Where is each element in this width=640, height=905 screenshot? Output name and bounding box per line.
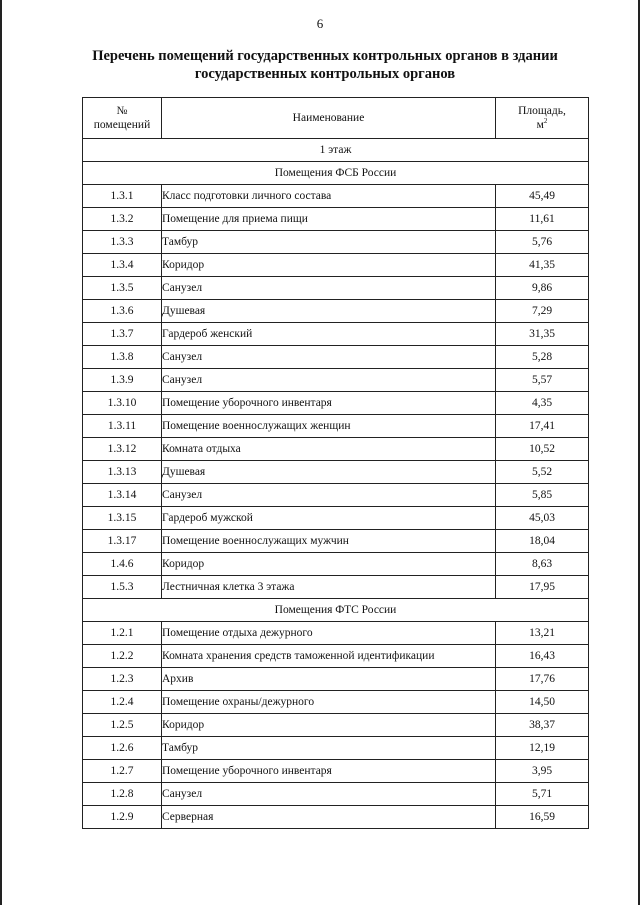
room-number: 1.3.2 [83,208,162,231]
room-area: 14,50 [496,691,589,714]
table-row [83,254,589,277]
room-name: Санузел [162,369,496,392]
table-row [83,645,589,668]
table-row [83,806,589,829]
room-area: 5,57 [496,369,589,392]
table-row [83,438,589,461]
room-area: 13,21 [496,622,589,645]
room-name: Санузел [162,277,496,300]
table-row [83,507,589,530]
room-name: Помещение военнослужащих мужчин [162,530,496,553]
room-name: Коридор [162,553,496,576]
room-number: 1.3.1 [83,185,162,208]
table-row [83,691,589,714]
room-number: 1.2.9 [83,806,162,829]
header-name: Наименование [162,98,496,139]
room-area: 17,41 [496,415,589,438]
room-number: 1.3.14 [83,484,162,507]
floor-label: 1 этаж [83,139,589,162]
room-number: 1.4.6 [83,553,162,576]
document-title [60,47,590,83]
table-row [83,484,589,507]
table-row [83,530,589,553]
room-number: 1.3.11 [83,415,162,438]
room-area: 41,35 [496,254,589,277]
table-row [83,783,589,806]
floor-row [83,139,589,162]
room-number: 1.2.3 [83,668,162,691]
room-number: 1.2.4 [83,691,162,714]
room-area: 4,35 [496,392,589,415]
table-row [83,415,589,438]
header-number-label: помещений [93,119,151,131]
room-name: Санузел [162,783,496,806]
table-row [83,277,589,300]
table-row [83,300,589,323]
title-line-1: Перечень помещений государственных контрольных органов в здании [92,48,558,64]
room-area: 18,04 [496,530,589,553]
room-number: 1.2.5 [83,714,162,737]
room-number: 1.3.9 [83,369,162,392]
room-area: 5,28 [496,346,589,369]
table-row [83,323,589,346]
room-name: Серверная [162,806,496,829]
room-number: 1.2.8 [83,783,162,806]
table-row [83,576,589,599]
room-name: Архив [162,668,496,691]
room-number: 1.3.13 [83,461,162,484]
header-area [496,98,589,139]
room-number: 1.3.5 [83,277,162,300]
room-area: 38,37 [496,714,589,737]
scan-left-border [0,0,2,905]
room-number: 1.3.3 [83,231,162,254]
room-number: 1.3.15 [83,507,162,530]
room-name: Помещение уборочного инвентаря [162,392,496,415]
page-number: 6 [316,16,324,31]
table-row [83,760,589,783]
table-row [83,714,589,737]
room-number: 1.3.12 [83,438,162,461]
room-number: 1.3.10 [83,392,162,415]
room-name: Тамбур [162,231,496,254]
header-area-label: Площадь, [518,105,566,117]
room-name: Санузел [162,346,496,369]
room-name: Душевая [162,461,496,484]
room-area: 45,03 [496,507,589,530]
room-area: 16,59 [496,806,589,829]
room-area: 5,76 [496,231,589,254]
room-area: 12,19 [496,737,589,760]
room-area: 45,49 [496,185,589,208]
room-area: 17,76 [496,668,589,691]
room-area: 5,71 [496,783,589,806]
section-title: Помещения ФСБ России [83,162,589,185]
table-row [83,346,589,369]
room-name: Лестничная клетка 3 этажа [162,576,496,599]
room-number: 1.2.2 [83,645,162,668]
room-name: Коридор [162,254,496,277]
room-name: Комната хранения средств таможенной идентификации [162,645,496,668]
room-area: 3,95 [496,760,589,783]
section-title: Помещения ФТС России [83,599,589,622]
section-row [83,599,589,622]
header-area-sup: 2 [543,117,548,126]
table-row [83,461,589,484]
room-name: Комната отдыха [162,438,496,461]
room-name: Помещение отдыха дежурного [162,622,496,645]
table-row [83,369,589,392]
room-area: 9,86 [496,277,589,300]
room-number: 1.3.8 [83,346,162,369]
table-row [83,622,589,645]
room-area: 17,95 [496,576,589,599]
room-area: 8,63 [496,553,589,576]
room-area: 11,61 [496,208,589,231]
room-name: Помещение для приема пищи [162,208,496,231]
room-number: 1.2.7 [83,760,162,783]
room-name: Тамбур [162,737,496,760]
room-area: 31,35 [496,323,589,346]
room-area: 7,29 [496,300,589,323]
table-row [83,208,589,231]
table-row [83,668,589,691]
room-number: 1.3.17 [83,530,162,553]
room-name: Душевая [162,300,496,323]
section-row [83,162,589,185]
table-row [83,392,589,415]
room-number: 1.3.6 [83,300,162,323]
room-name: Гардероб женский [162,323,496,346]
header-number-symbol: № [116,105,128,117]
table-row [83,231,589,254]
room-number: 1.5.3 [83,576,162,599]
room-area: 16,43 [496,645,589,668]
room-name: Санузел [162,484,496,507]
header-area-unit: м [536,119,544,131]
room-area: 10,52 [496,438,589,461]
title-line-2: государственных контрольных органов [194,66,456,82]
header-number [83,98,162,139]
table-row [83,185,589,208]
room-area: 5,52 [496,461,589,484]
room-number: 1.2.1 [83,622,162,645]
table-row [83,737,589,760]
room-name: Коридор [162,714,496,737]
room-number: 1.2.6 [83,737,162,760]
room-name: Помещение военнослужащих женщин [162,415,496,438]
room-name: Гардероб мужской [162,507,496,530]
table-row [83,553,589,576]
rooms-table [82,97,589,829]
room-name: Класс подготовки личного состава [162,185,496,208]
table-header-row [83,98,589,139]
room-number: 1.3.7 [83,323,162,346]
room-number: 1.3.4 [83,254,162,277]
room-name: Помещение охраны/дежурного [162,691,496,714]
table-body [83,139,589,829]
room-name: Помещение уборочного инвентаря [162,760,496,783]
room-area: 5,85 [496,484,589,507]
